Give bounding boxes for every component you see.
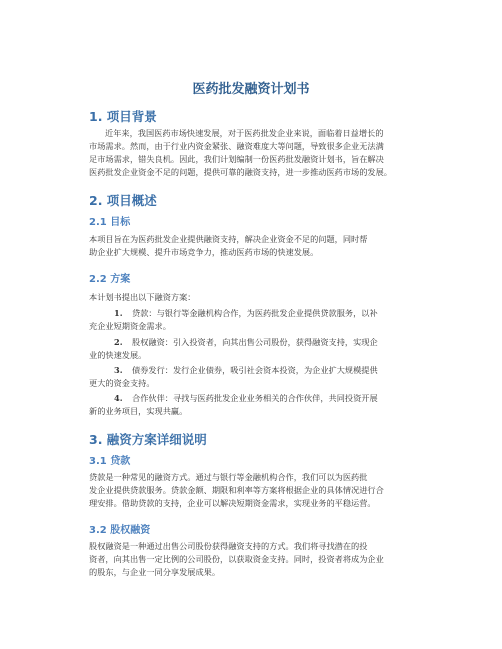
list-item-text: 更大的资金支持。 (89, 378, 155, 388)
section-2-heading: 2. 项目概述 (89, 193, 157, 208)
section-3-1-paragraph (89, 471, 432, 510)
section-3-2-heading: 3.2 股权融资 (89, 525, 151, 536)
paragraph-line: 本项目旨在为医药批发企业提供融资支持，解决企业资金不足的问题，同时帮 (89, 234, 368, 244)
paragraph-line: 本计划书提出以下融资方案： (89, 292, 196, 302)
paragraph-line: 贷款是一种常见的融资方式。通过与银行等金融机构合作，我们可以为医药批 (89, 472, 368, 482)
plan-list-item (89, 307, 434, 333)
section-1-heading: 1. 项目背景 (89, 109, 157, 124)
list-item-text: 充企业短期资金需求。 (89, 321, 171, 331)
list-item-text: 新的业务项目，实现共赢。 (89, 406, 188, 416)
paragraph-line: 助企业扩大规模、提升市场竞争力，推动医药市场的快速发展。 (89, 247, 319, 257)
plan-list-item (89, 364, 434, 390)
list-number: 3. (114, 365, 123, 375)
paragraph-line: 足市场需求，错失良机。因此，我们计划编制一份医药批发融资计划书，旨在解决 (89, 154, 384, 164)
list-item-text: 业的快速发展。 (89, 350, 147, 360)
section-3-heading: 3. 融资方案详细说明 (89, 432, 207, 447)
section-2-2-heading: 2.2 方案 (89, 274, 131, 285)
paragraph-line: 医药批发企业资金不足的问题，提供可靠的融资支持，进一步推动医药市场的发展。 (89, 167, 392, 177)
list-item-text: 股权融资：引入投资者，向其出售公司股份，获得融资支持，实现企 (132, 337, 378, 347)
document-title: 医药批发融资计划书 (192, 82, 310, 97)
paragraph-line: 近年来，我国医药市场快速发展，对于医药批发企业来说，面临着日益增长的 (105, 128, 384, 138)
list-number: 2. (114, 337, 123, 347)
list-number: 1. (114, 308, 123, 318)
paragraph-line: 理安排。借助贷款的支持，企业可以解决短期资金需求，实现业务的平稳运营。 (89, 498, 376, 508)
paragraph-line: 资者，向其出售一定比例的公司股份，以获取资金支持。同时，投资者将成为企业 (89, 554, 384, 564)
section-2-1-heading: 2.1 目标 (89, 217, 131, 228)
list-item-text: 债券发行：发行企业债券，吸引社会资本投资，为企业扩大规模提供 (132, 365, 378, 375)
section-3-2-paragraph (89, 540, 432, 579)
section-2-1-paragraph (89, 233, 432, 259)
paragraph-line: 市场需求。然而，由于行业内资金紧张、融资难度大等问题，导致很多企业无法满 (89, 141, 384, 151)
paragraph-line: 的股东，与企业一同分享发展成果。 (89, 567, 221, 577)
section-3-1-heading: 3.1 贷款 (89, 456, 131, 467)
plan-list-item (89, 392, 434, 418)
list-item-text: 合作伙伴：寻找与医药批发企业业务相关的合作伙伴，共同投资开展 (132, 393, 378, 403)
section-1-paragraph (89, 127, 432, 179)
list-number: 4. (114, 393, 123, 403)
list-item-text: 贷款：与银行等金融机构合作，为医药批发企业提供贷款服务，以补 (132, 308, 378, 318)
plan-list-item (89, 336, 434, 362)
paragraph-line: 股权融资是一种通过出售公司股份获得融资支持的方式。我们将寻找潜在的投 (89, 541, 368, 551)
section-2-2-intro (89, 291, 432, 304)
paragraph-line: 发企业提供贷款服务。贷款金额、期限和利率等方案将根据企业的具体情况进行合 (89, 485, 384, 495)
